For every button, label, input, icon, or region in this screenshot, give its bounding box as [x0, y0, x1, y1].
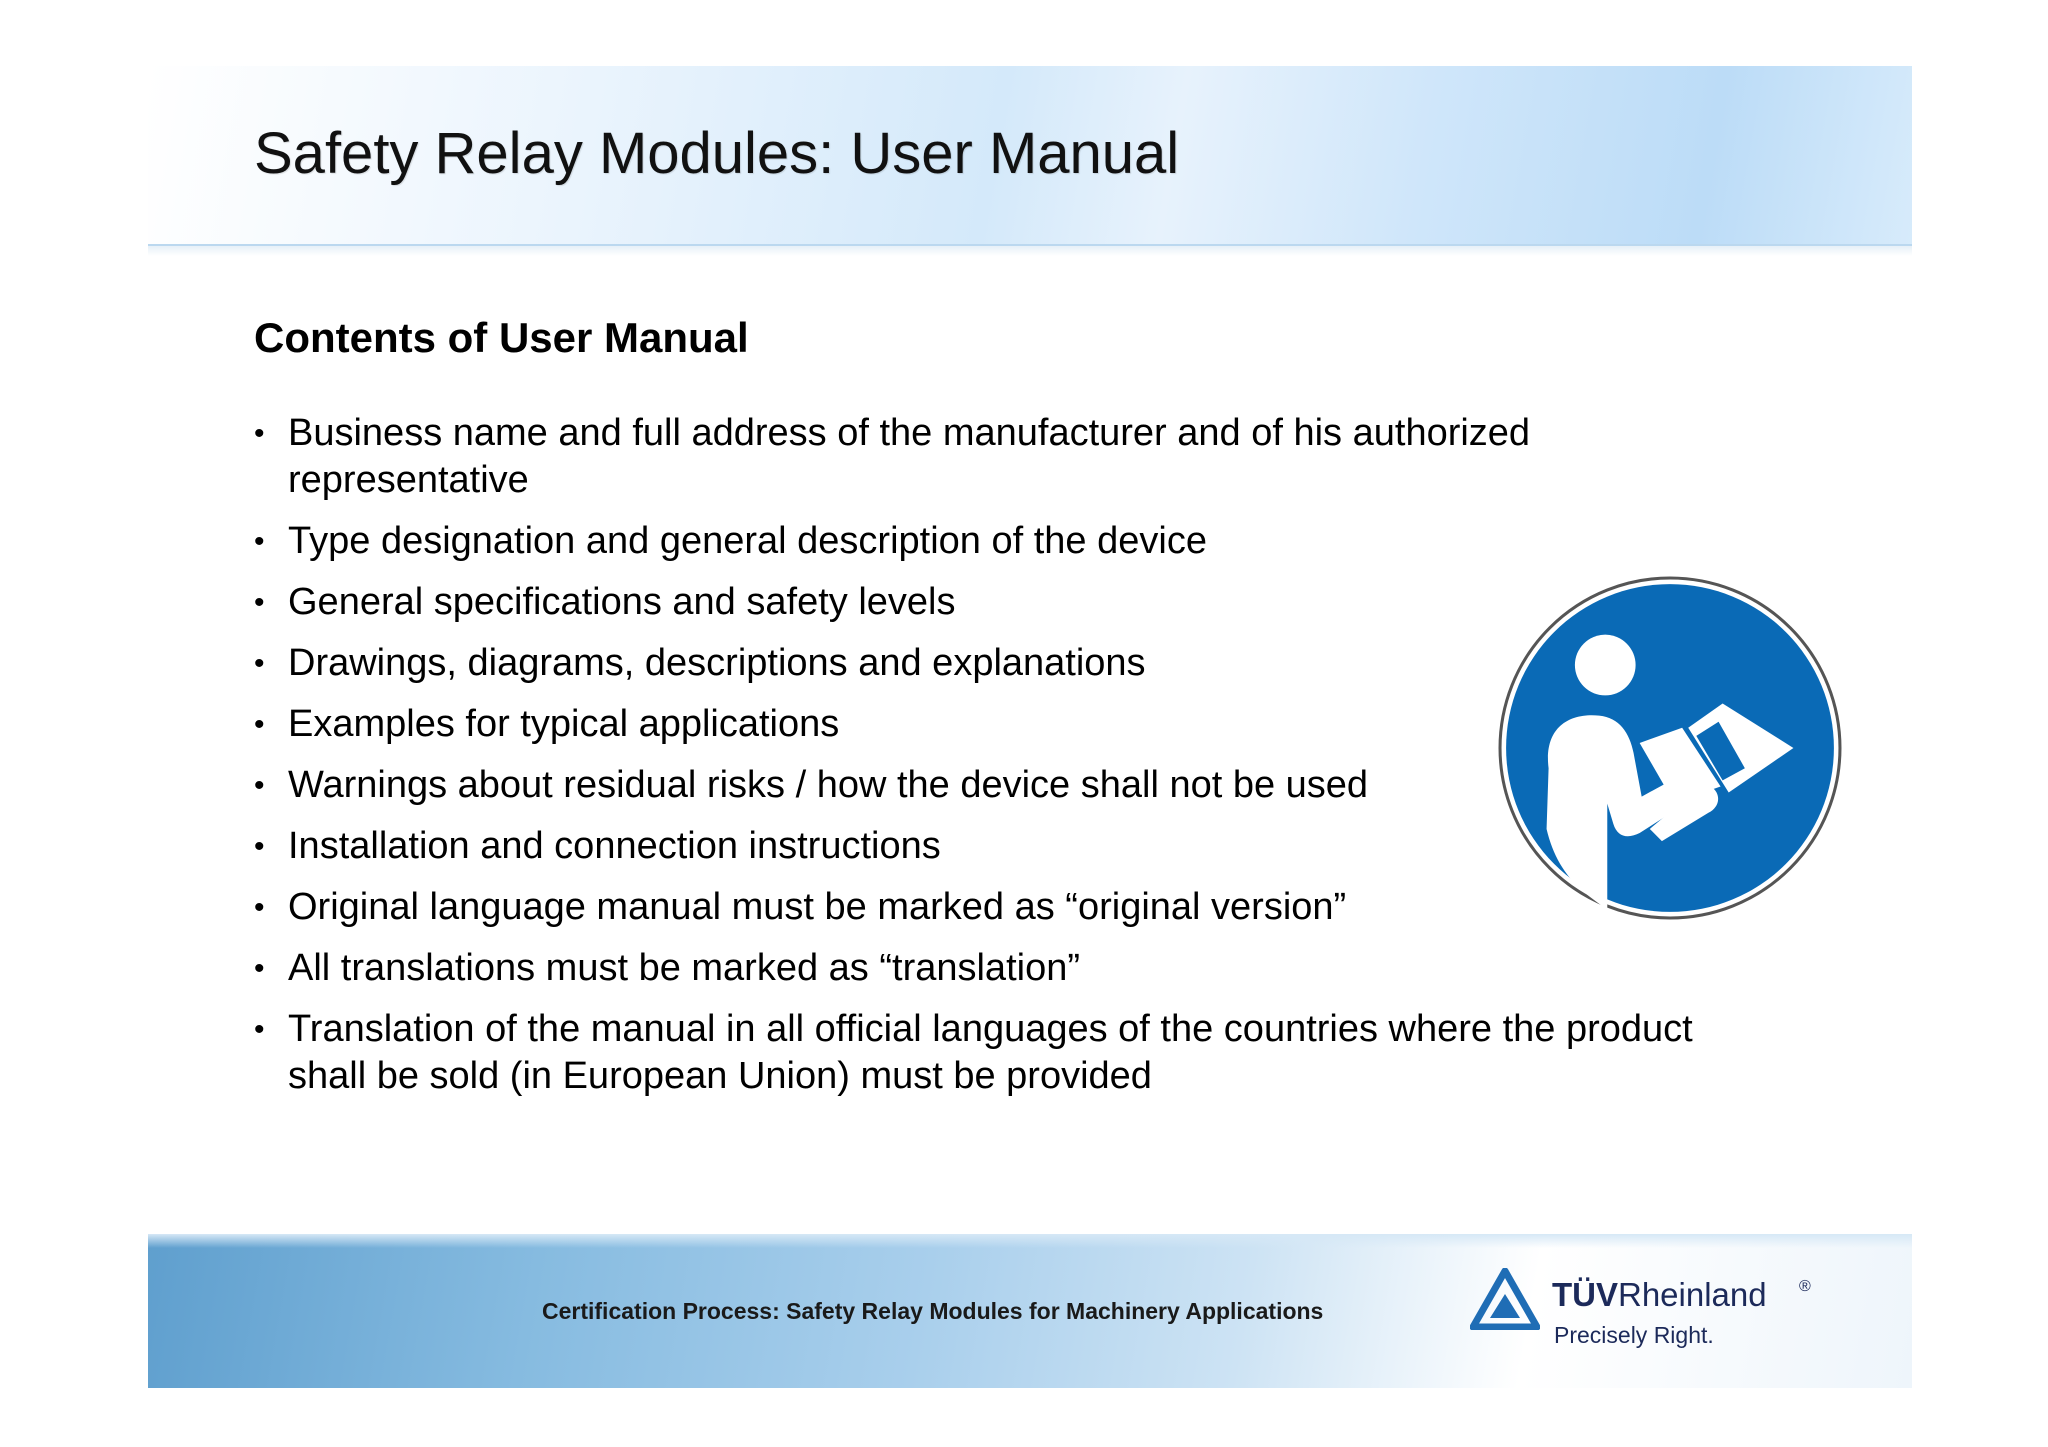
bullet-dot: • [254, 417, 265, 450]
bullet-dot: • [254, 708, 265, 741]
footer-title: Certification Process: Safety Relay Modules for Machinery Applications [542, 1298, 1324, 1324]
bullet-dot: • [254, 525, 265, 558]
list-item-text: Business name and full address of the manufacturer and of his authorized representative [288, 412, 1531, 501]
list-item [254, 701, 1694, 748]
read-manual-icon [1498, 576, 1842, 920]
logo-tagline: Precisely Right. [1554, 1322, 1714, 1348]
footer-banner [148, 1234, 1912, 1388]
list-item [254, 1006, 1694, 1100]
list-item-text: All translations must be marked as “translation” [288, 947, 1080, 989]
header-banner [148, 66, 1912, 246]
slide [148, 66, 1912, 1388]
registered-mark: ® [1799, 1278, 1811, 1295]
list-item-text: Drawings, diagrams, descriptions and explanations [288, 642, 1146, 684]
bullet-dot: • [254, 952, 265, 985]
list-item-text: Type designation and general description of the device [288, 520, 1207, 562]
logo-brand-bold: TÜV [1552, 1276, 1618, 1313]
bullet-dot: • [254, 769, 265, 802]
list-item-text: Translation of the manual in all official languages of the countries where the product shall be sold (in European Union) must be provided [288, 1008, 1693, 1097]
list-item [254, 762, 1694, 809]
section-heading: Contents of User Manual [254, 314, 749, 361]
tuv-triangle-icon [1470, 1268, 1540, 1330]
contents-list [254, 410, 1694, 1114]
logo-brand-regular: Rheinland [1618, 1276, 1767, 1313]
list-item-text: Original language manual must be marked as “original version” [288, 886, 1347, 928]
list-item [254, 945, 1694, 992]
list-item [254, 640, 1694, 687]
bullet-dot: • [254, 1013, 265, 1046]
logo-brand [1552, 1276, 1767, 1314]
list-item [254, 884, 1694, 931]
list-item-text: Warnings about residual risks / how the device shall not be used [288, 764, 1369, 806]
bullet-dot: • [254, 830, 265, 863]
list-item-text: Installation and connection instructions [288, 825, 941, 867]
list-item [254, 823, 1694, 870]
page-title: Safety Relay Modules: User Manual [254, 121, 1180, 186]
list-item-text: General specifications and safety levels [288, 581, 956, 623]
list-item-text: Examples for typical applications [288, 703, 840, 745]
bullet-dot: • [254, 891, 265, 924]
list-item [254, 410, 1694, 504]
bullet-dot: • [254, 586, 265, 619]
bullet-dot: • [254, 647, 265, 680]
list-item [254, 579, 1694, 626]
list-item [254, 518, 1694, 565]
